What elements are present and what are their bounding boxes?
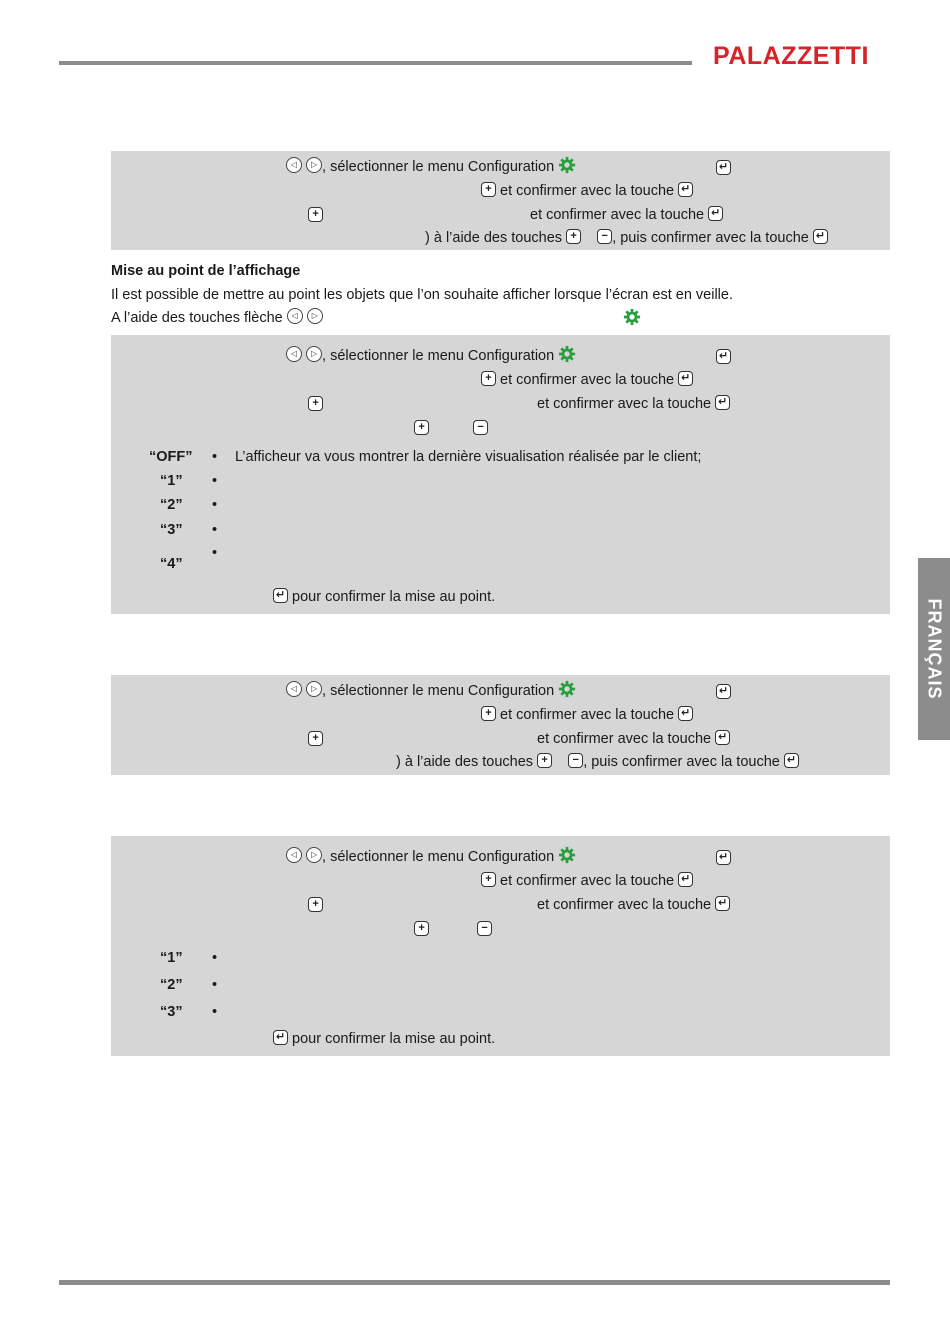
arrow-right-icon xyxy=(307,308,323,324)
arrow-right-icon xyxy=(306,346,322,362)
language-tab xyxy=(918,558,950,740)
bullet: • xyxy=(212,977,218,993)
box2-confirm: ↵ pour confirmer la mise au point. xyxy=(273,587,495,607)
option-key: “1” xyxy=(160,950,183,966)
plus-key-icon xyxy=(537,753,552,768)
header-rule xyxy=(59,61,692,65)
option-key: “OFF” xyxy=(149,449,193,465)
option-key: “1” xyxy=(160,473,183,489)
bullet: • xyxy=(212,522,218,538)
arrow-left-icon xyxy=(286,847,302,863)
enter-key-icon xyxy=(715,730,730,745)
plus-key-icon xyxy=(481,872,496,887)
enter-key-icon xyxy=(813,229,828,244)
enter-key-icon xyxy=(715,896,730,911)
plus-key-icon xyxy=(414,921,429,936)
box4-line3: et confirmer avec la touche ↵ xyxy=(537,895,730,915)
instruction-box-3 xyxy=(111,675,890,775)
option-key: “3” xyxy=(160,1004,183,1020)
gear-icon xyxy=(558,846,576,864)
plus-key-icon xyxy=(308,897,323,912)
box4-confirm: ↵ pour confirmer la mise au point. xyxy=(273,1029,495,1049)
enter-key-icon xyxy=(273,588,288,603)
option-key: “4” xyxy=(160,556,183,572)
enter-key-icon xyxy=(708,206,723,221)
bullet: • xyxy=(212,473,218,489)
box2-line1: ◁ ▷, sélectionner le menu Configuration xyxy=(286,346,576,366)
minus-key-icon xyxy=(477,921,492,936)
plus-key-icon xyxy=(481,182,496,197)
arrow-left-icon xyxy=(286,681,302,697)
box4-line1: ◁ ▷, sélectionner le menu Configuration xyxy=(286,847,576,867)
box3-line1: ◁ ▷, sélectionner le menu Configuration xyxy=(286,681,576,701)
enter-key-icon xyxy=(784,753,799,768)
enter-key-icon xyxy=(716,160,731,175)
box1-line3: et confirmer avec la touche ↵ xyxy=(530,205,723,225)
minus-key-icon xyxy=(473,420,488,435)
arrow-left-icon xyxy=(286,157,302,173)
box1-line4: ) à l’aide des touches + − , puis confirmer avec la touche ↵ xyxy=(425,228,828,248)
bullet: • xyxy=(212,950,218,966)
bullet: • xyxy=(212,497,218,513)
enter-key-icon xyxy=(716,850,731,865)
brand-logo: PALAZZETTI xyxy=(713,42,869,70)
option-text: L’afficheur va vous montrer la dernière visualisation réalisée par le client; xyxy=(235,449,702,465)
enter-key-icon xyxy=(678,872,693,887)
plus-key-icon xyxy=(308,731,323,746)
plus-key-icon xyxy=(308,396,323,411)
section-line2: A l’aide des touches flèche ◁ ▷ xyxy=(111,308,323,328)
box2-line3: et confirmer avec la touche ↵ xyxy=(537,394,730,414)
bullet: • xyxy=(212,449,218,465)
arrow-right-icon xyxy=(306,157,322,173)
box3-line2: + et confirmer avec la touche ↵ xyxy=(481,705,693,725)
arrow-left-icon xyxy=(287,308,303,324)
arrow-right-icon xyxy=(306,847,322,863)
minus-key-icon xyxy=(568,753,583,768)
instruction-box-1 xyxy=(111,151,890,250)
bullet: • xyxy=(212,1004,218,1020)
box1-line2: + et confirmer avec la touche ↵ xyxy=(481,181,693,201)
box3-line3: et confirmer avec la touche ↵ xyxy=(537,729,730,749)
language-tab-label: FRANÇAIS xyxy=(924,598,945,700)
enter-key-icon xyxy=(716,684,731,699)
bullet: • xyxy=(212,545,218,561)
instruction-box-2 xyxy=(111,335,890,614)
gear-icon xyxy=(558,680,576,698)
box2-line2: + et confirmer avec la touche ↵ xyxy=(481,370,693,390)
gear-icon xyxy=(623,308,641,326)
enter-key-icon xyxy=(716,349,731,364)
plus-key-icon xyxy=(481,371,496,386)
option-key: “3” xyxy=(160,522,183,538)
plus-key-icon xyxy=(308,207,323,222)
arrow-right-icon xyxy=(306,681,322,697)
option-key: “2” xyxy=(160,977,183,993)
plus-key-icon xyxy=(414,420,429,435)
gear-icon xyxy=(558,156,576,174)
instruction-box-4 xyxy=(111,836,890,1056)
enter-key-icon xyxy=(678,371,693,386)
enter-key-icon xyxy=(715,395,730,410)
arrow-left-icon xyxy=(286,346,302,362)
enter-key-icon xyxy=(678,182,693,197)
gear-icon xyxy=(558,345,576,363)
enter-key-icon xyxy=(273,1030,288,1045)
minus-key-icon xyxy=(597,229,612,244)
option-key: “2” xyxy=(160,497,183,513)
plus-key-icon xyxy=(566,229,581,244)
section-title: Mise au point de l’affichage xyxy=(111,263,301,279)
footer-rule xyxy=(59,1280,890,1285)
box1-line1: ◁ ▷, sélectionner le menu Configuration xyxy=(286,157,576,177)
section-line1: Il est possible de mettre au point les objets que l’on souhaite afficher lorsque l’écran est en veille. xyxy=(111,287,733,303)
box3-line4: ) à l’aide des touches + − , puis confirmer avec la touche ↵ xyxy=(396,752,799,772)
plus-key-icon xyxy=(481,706,496,721)
box4-line2: + et confirmer avec la touche ↵ xyxy=(481,871,693,891)
enter-key-icon xyxy=(678,706,693,721)
